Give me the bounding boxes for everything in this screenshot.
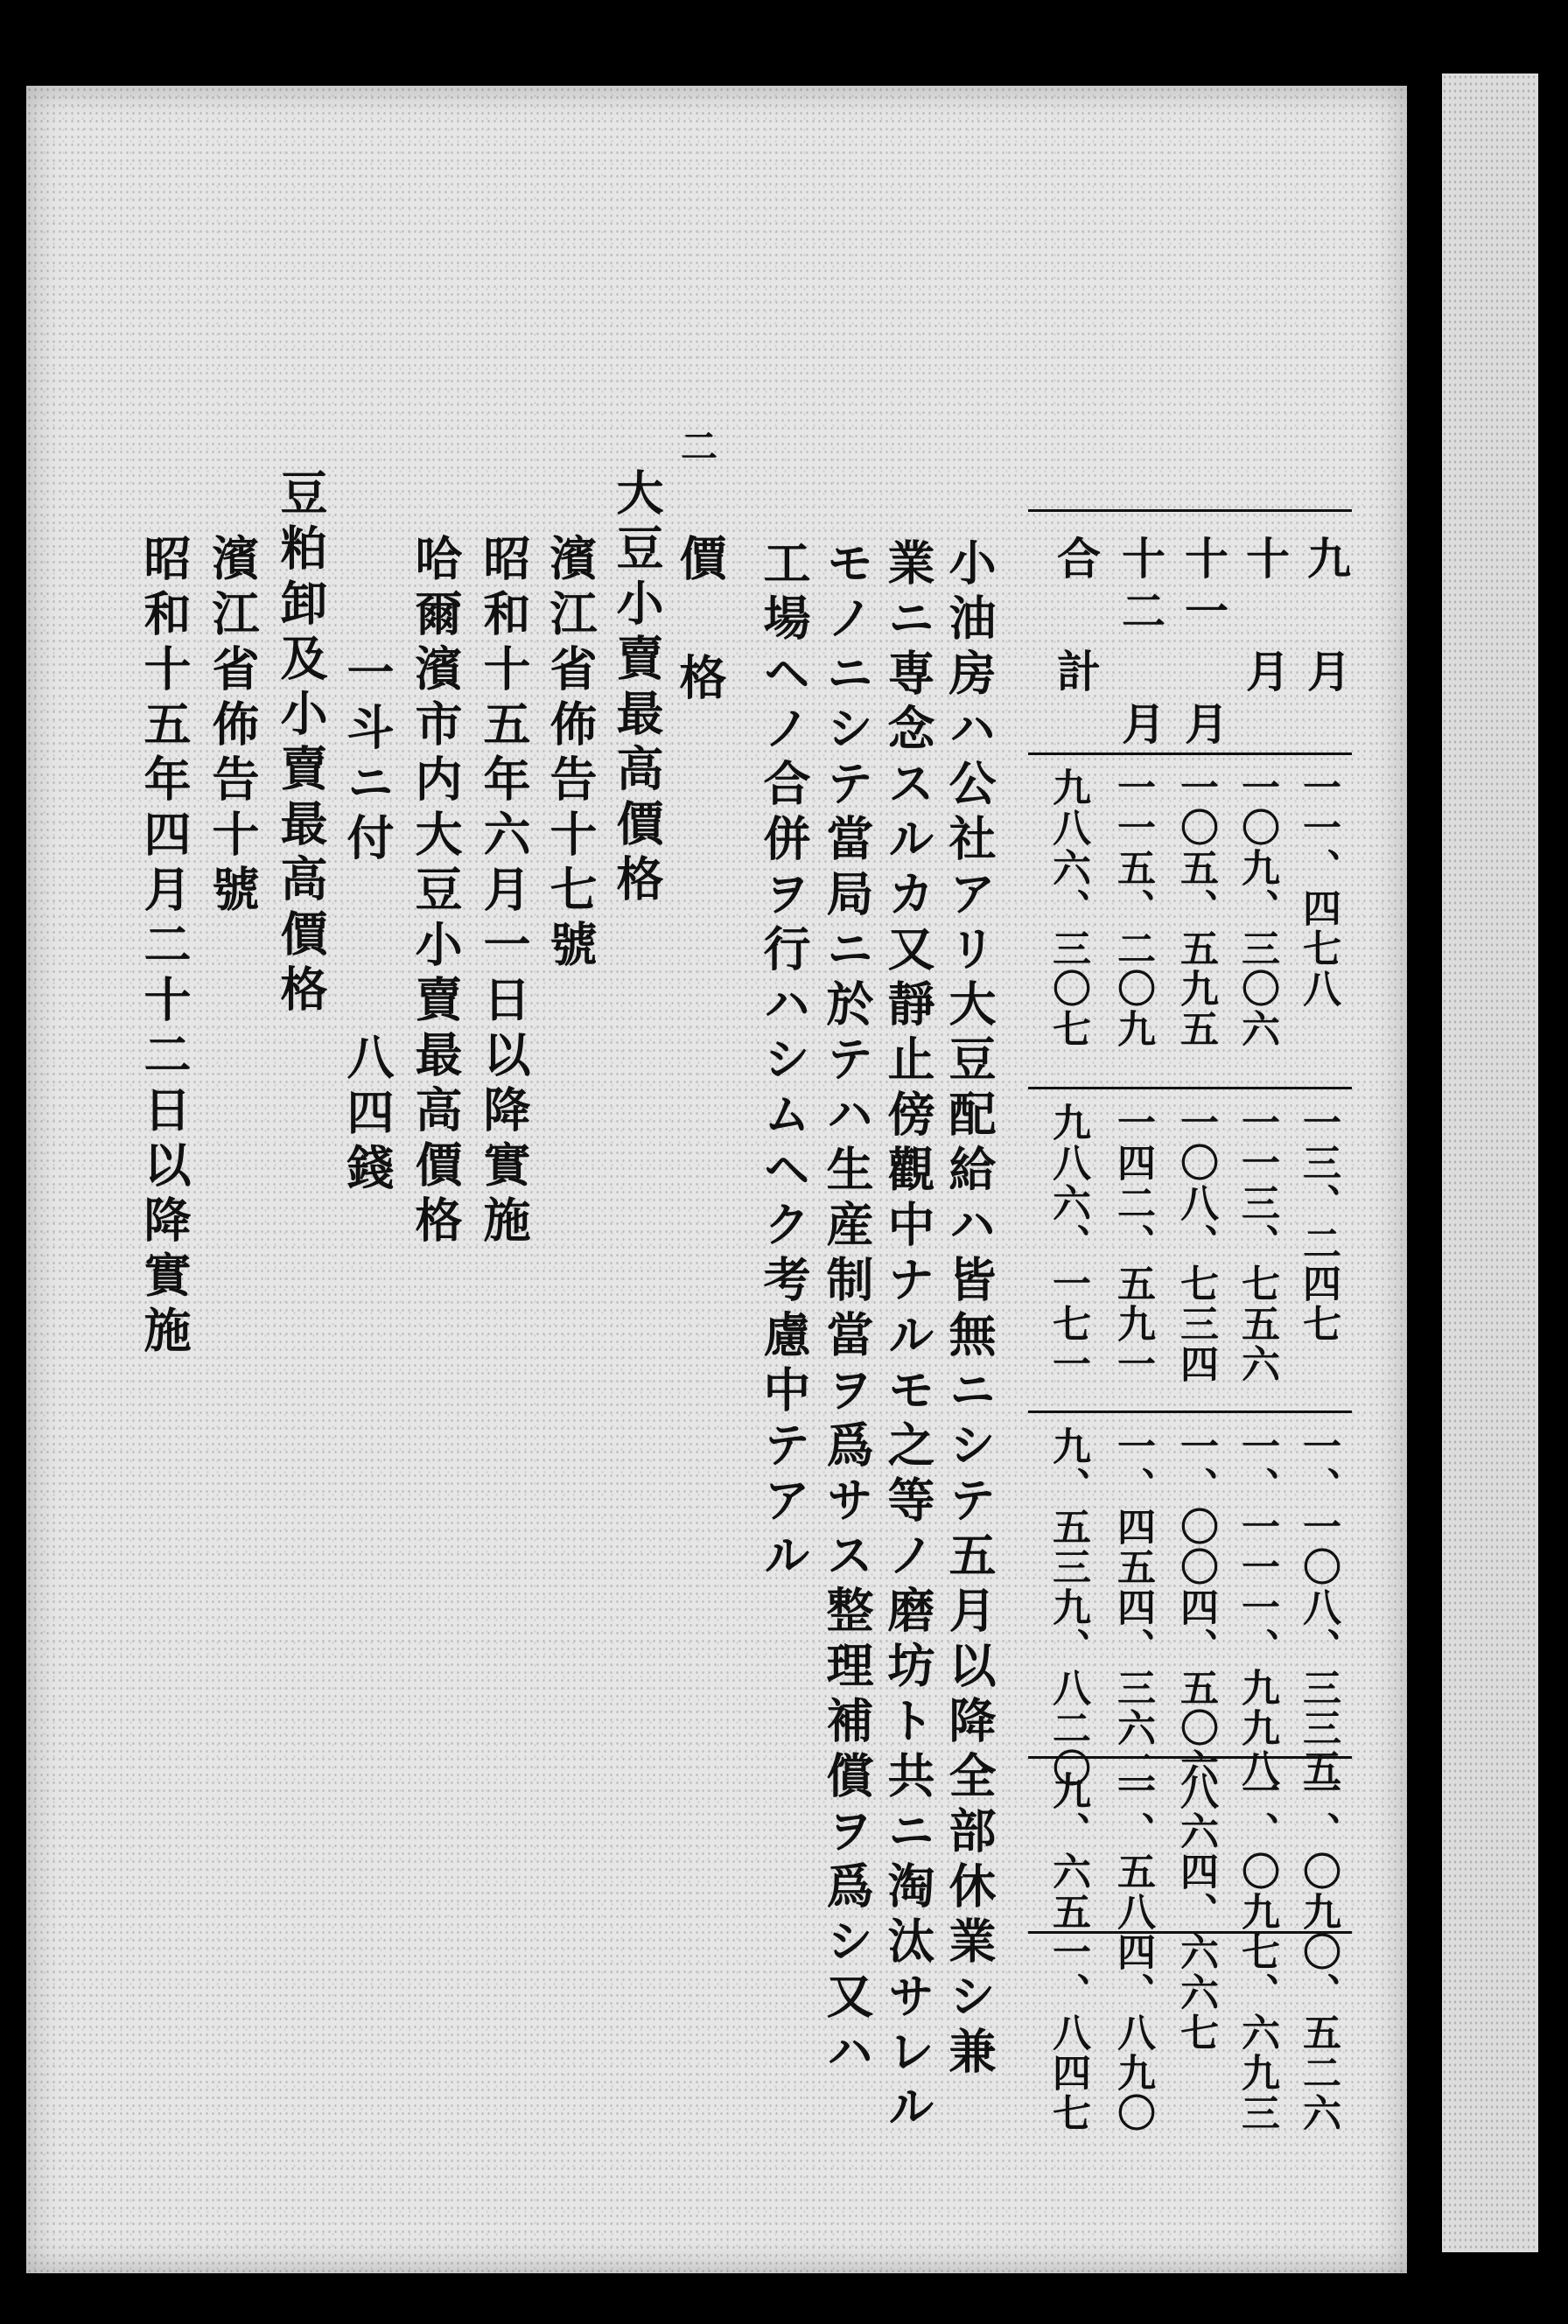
table-column	[1040, 509, 1102, 2133]
table-cell: 一、〇九七、六九三	[1235, 1771, 1279, 2133]
table-cell: 九八六、三〇七	[1046, 767, 1090, 1049]
notice-line: 昭和十五年四月二十二日以降實施	[136, 534, 192, 1361]
table-column	[1291, 509, 1352, 2133]
paragraph-line: 工場ヘノ合併ヲ行ハシムヘク考慮中テアル	[756, 538, 812, 1586]
table-cell: 一、〇〇四、五〇六	[1173, 1426, 1218, 1788]
table-cell: 九、五三九、八二〇	[1046, 1426, 1090, 1788]
table-cell: 一三、二四七	[1296, 1102, 1340, 1344]
table-cell: 一一五、二〇九	[1110, 767, 1155, 1049]
notice-line: 濱江省佈告十號	[205, 534, 261, 920]
paragraph-line: 小油房ハ公社アリ大豆配給ハ皆無ニシテ五月以降全部休業シ兼	[942, 538, 998, 2082]
paragraph-line: モノニシテ當局ニ於テハ生産制當ヲ爲サス整理補償ヲ爲シ又ハ	[819, 538, 875, 2082]
table-cell: 一、一〇八、三三五	[1296, 1426, 1340, 1788]
table-cell: 九、六五一、八四七	[1046, 1771, 1090, 2133]
page-number: 二	[681, 425, 718, 468]
row-label: 十二 月	[1115, 536, 1166, 753]
row-label: 合 計	[1050, 536, 1102, 701]
row-label: 九 月	[1300, 536, 1352, 701]
row-label: 十 月	[1239, 536, 1291, 701]
table-cell: 一〇九、三〇六	[1235, 767, 1279, 1049]
table-cell: 一一三、七五六	[1235, 1102, 1279, 1384]
notice-line: 哈爾濱市内大豆小賣最高價格	[408, 534, 464, 1250]
row-label: 十一 月	[1178, 536, 1229, 753]
notice-line: 濱江省佈告十七號	[542, 534, 598, 975]
table-cell: 一、五八四、八九〇	[1110, 1771, 1155, 2133]
table-cell: 一四二、五九一	[1110, 1102, 1155, 1384]
production-table	[1028, 509, 1352, 2133]
table-cell: 一、四五四、三六二	[1110, 1426, 1155, 1788]
adjacent-page-edge	[1442, 74, 1538, 2252]
section-heading: 價 格	[672, 534, 728, 708]
table-column	[1229, 509, 1291, 2133]
subsection-heading: 大豆小賣最高價格	[609, 468, 665, 909]
table-cell: 八六四、六六七	[1173, 1771, 1218, 2053]
notice-line: 昭和十五年六月一日以降實施	[476, 534, 532, 1250]
paragraph-line: 業ニ専念スルカ又靜止傍觀中ナルモ之等ノ磨坊ト共ニ淘汰サレル	[880, 538, 936, 2137]
table-column	[1105, 509, 1166, 2133]
price-value: 八四錢	[340, 1032, 396, 1198]
table-cell: 九八六、一七一	[1046, 1102, 1090, 1384]
table-cell: 一、〇九〇、五二六	[1296, 1771, 1340, 2133]
table-cell: 一〇八、七三四	[1173, 1102, 1218, 1384]
table-cell: 一、一一一、九九八	[1235, 1426, 1279, 1788]
table-column	[1168, 509, 1229, 2053]
table-cell: 一〇五、五九五	[1173, 767, 1218, 1049]
price-unit: 一斗ニ付	[340, 648, 396, 868]
table-cell: 一一、四七八	[1296, 767, 1340, 1009]
subsection-heading: 豆粕卸及小賣最高價格	[273, 468, 329, 1019]
